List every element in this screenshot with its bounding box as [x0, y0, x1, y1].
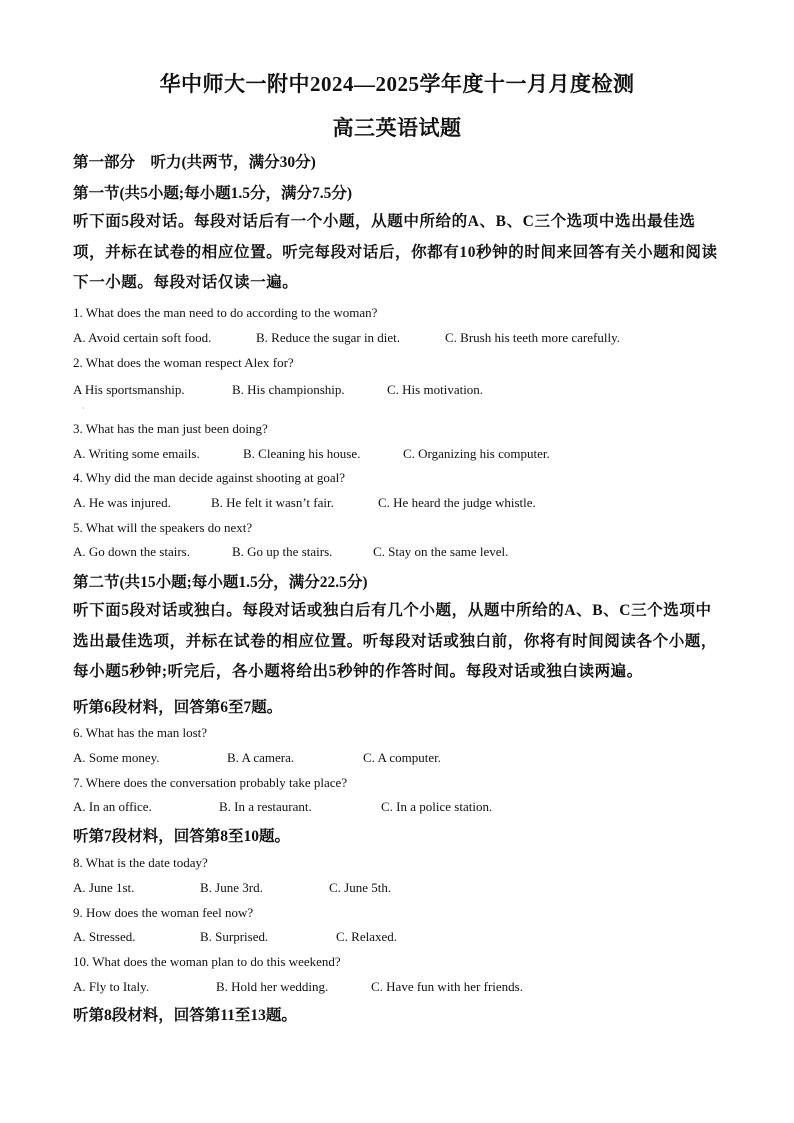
option-8c: C. June 5th.: [329, 880, 392, 895]
option-1b: B. Reduce the sugar in diet.: [256, 330, 401, 345]
option-1a: A. Avoid certain soft food.: [73, 330, 212, 345]
material-7-heading: 听第7段材料，回答第8至10题。: [73, 828, 291, 845]
option-1c: C. Brush his teeth more carefully.: [445, 330, 620, 345]
option-6a: A. Some money.: [73, 750, 160, 765]
option-6b: B. A camera.: [227, 750, 295, 765]
option-9b: B. Surprised.: [200, 929, 269, 944]
option-3c: C. Organizing his computer.: [403, 446, 550, 461]
option-8a: A. June 1st.: [73, 880, 135, 895]
section2-instructions: 听下面5段对话或独白。每段对话或独白后有几个小题，从题中所给的A、B、C三个选项中选出最佳选项，并标在试卷的相应位置。听每段对话或独白前，你将有时间阅读各个小题，每小题5秒钟;听完后，各小题将给出5秒钟的作答时间。每段对话或独白读两遍。: [73, 602, 718, 680]
option-5b: B. Go up the stairs.: [232, 544, 333, 559]
option-10c: C. Have fun with her friends.: [371, 979, 523, 994]
stray-dot-mark: ·: [82, 404, 85, 413]
question-2: 2. What does the woman respect Alex for?: [73, 355, 294, 370]
question-4: 4. Why did the man decide against shooting at goal?: [73, 470, 345, 485]
question-1: 1. What does the man need to do according to the woman?: [73, 305, 378, 320]
option-3b: B. Cleaning his house.: [243, 446, 361, 461]
option-4b: B. He felt it wasn’t fair.: [211, 495, 334, 510]
option-10b: B. Hold her wedding.: [216, 979, 329, 994]
section1-instructions: 听下面5段对话。每段对话后有一个小题，从题中所给的A、B、C三个选项中选出最佳选项，并标在试卷的相应位置。听完每段对话后，你都有10秒钟的时间来回答有关小题和阅读下一小题。每段对话仅读一遍。: [73, 213, 718, 291]
material-6-heading: 听第6段材料，回答第6至7题。: [73, 699, 283, 716]
option-5c: C. Stay on the same level.: [373, 544, 509, 559]
question-8: 8. What is the date today?: [73, 855, 208, 870]
question-10: 10. What does the woman plan to do this weekend?: [73, 954, 341, 969]
part1-heading: 第一部分 听力(共两节，满分30分): [73, 154, 316, 171]
question-5: 5. What will the speakers do next?: [73, 520, 253, 535]
question-6: 6. What has the man lost?: [73, 725, 208, 740]
option-2b: B. His championship.: [232, 382, 345, 397]
option-7b: B. In a restaurant.: [219, 799, 312, 814]
material-8-heading: 听第8段材料，回答第11至13题。: [73, 1007, 297, 1024]
question-7: 7. Where does the conversation probably take place?: [73, 775, 348, 790]
option-2a: A His sportsmanship.: [73, 382, 185, 397]
question-3: 3. What has the man just been doing?: [73, 421, 268, 436]
exam-subtitle: 高三英语试题: [332, 116, 462, 140]
option-3a: A. Writing some emails.: [73, 446, 200, 461]
option-2c: C. His motivation.: [387, 382, 484, 397]
option-4c: C. He heard the judge whistle.: [378, 495, 536, 510]
option-10a: A. Fly to Italy.: [73, 979, 150, 994]
option-4a: A. He was injured.: [73, 495, 171, 510]
option-7a: A. In an office.: [73, 799, 152, 814]
option-5a: A. Go down the stairs.: [73, 544, 190, 559]
section1-heading: 第一节(共5小题;每小题1.5分，满分7.5分): [73, 185, 352, 202]
option-9c: C. Relaxed.: [336, 929, 398, 944]
section2-heading: 第二节(共15小题;每小题1.5分，满分22.5分): [73, 574, 368, 591]
question-9: 9. How does the woman feel now?: [73, 905, 254, 920]
option-6c: C. A computer.: [363, 750, 441, 765]
option-7c: C. In a police station.: [381, 799, 493, 814]
option-9a: A. Stressed.: [73, 929, 136, 944]
option-8b: B. June 3rd.: [200, 880, 263, 895]
exam-title: 华中师大一附中2024—2025学年度十一月月度检测: [159, 72, 635, 96]
